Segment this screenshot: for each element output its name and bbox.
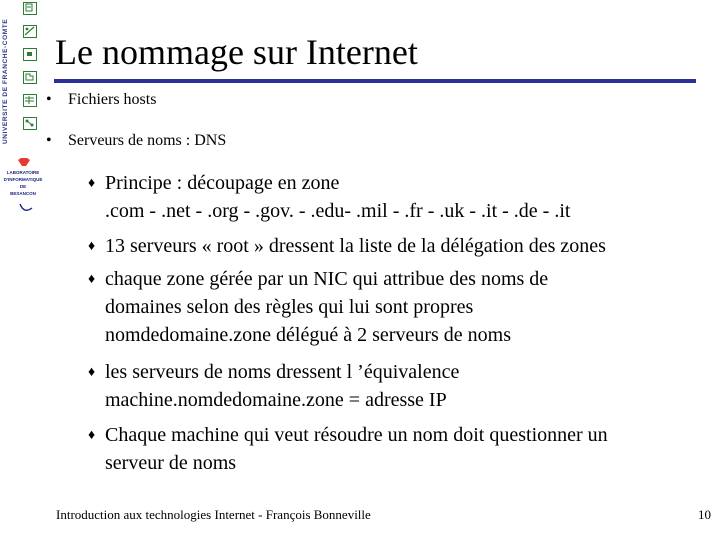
lab-line-4: BESANCON xyxy=(10,191,36,196)
bullet-text: Serveurs de noms : DNS xyxy=(68,132,227,149)
square-icon xyxy=(23,48,37,61)
title-underline xyxy=(54,79,696,83)
bullet-text: Fichiers hosts xyxy=(68,91,157,108)
puzzle-icon xyxy=(23,71,37,84)
diamond-icon: ♦ xyxy=(88,176,96,191)
university-strip xyxy=(0,0,50,220)
lab-logo xyxy=(0,158,48,216)
sub-bullet-principe xyxy=(88,172,339,195)
document-icon xyxy=(23,2,37,15)
diamond-icon: ♦ xyxy=(88,272,96,287)
bullet-marker: • xyxy=(46,132,52,149)
sub-bullet-text: chaque zone gérée par un NIC qui attribue des noms de xyxy=(105,268,549,290)
sub-bullet-resolve xyxy=(88,424,608,447)
bullet-marker: • xyxy=(46,91,52,108)
slide-title: Le nommage sur Internet xyxy=(55,32,418,72)
diamond-icon: ♦ xyxy=(88,365,96,380)
page-number: 10 xyxy=(698,507,711,522)
sub-bullet-continuation: serveur de noms xyxy=(105,452,237,474)
diamond-icon: ♦ xyxy=(88,239,96,254)
icon-column xyxy=(23,2,43,140)
grid-icon xyxy=(23,94,37,107)
university-name: UNIVERSITE DE FRANCHE-COMTE xyxy=(2,18,9,144)
lab-line-2: D'INFORMATIQUE xyxy=(3,177,43,182)
sub-bullet-text: Principe : découpage en zone xyxy=(105,172,340,194)
diagram-icon xyxy=(23,25,37,38)
footer-text: Introduction aux technologies Internet - François Bonneville xyxy=(56,507,371,522)
sub-bullet-continuation: domaines selon des règles qui lui sont propres xyxy=(105,296,474,318)
sub-bullet-continuation: .com - .net - .org - .gov. - .edu- .mil - .fr - .uk - .it - .de - .it xyxy=(105,200,571,222)
sub-bullet-continuation: nomdedomaine.zone délégué à 2 serveurs de noms xyxy=(105,324,511,346)
network-icon xyxy=(23,117,37,130)
lab-line-1: LABORATOIRE xyxy=(6,170,40,175)
sub-bullet-text: 13 serveurs « root » dressent la liste de la délégation des zones xyxy=(105,235,606,257)
lab-line-3: DE xyxy=(19,184,27,189)
sub-bullet-nic xyxy=(88,268,548,291)
diamond-icon: ♦ xyxy=(88,428,96,443)
sub-bullet-text: les serveurs de noms dressent l ’équivalence xyxy=(105,361,460,383)
bullet-hosts xyxy=(46,91,156,109)
sub-bullet-text: Chaque machine qui veut résoudre un nom doit questionner un xyxy=(105,424,608,446)
bullet-dns xyxy=(46,132,226,150)
sub-bullet-root-servers xyxy=(88,235,606,258)
sub-bullet-equivalence xyxy=(88,361,459,384)
sub-bullet-continuation: machine.nomdedomaine.zone = adresse IP xyxy=(105,389,447,411)
